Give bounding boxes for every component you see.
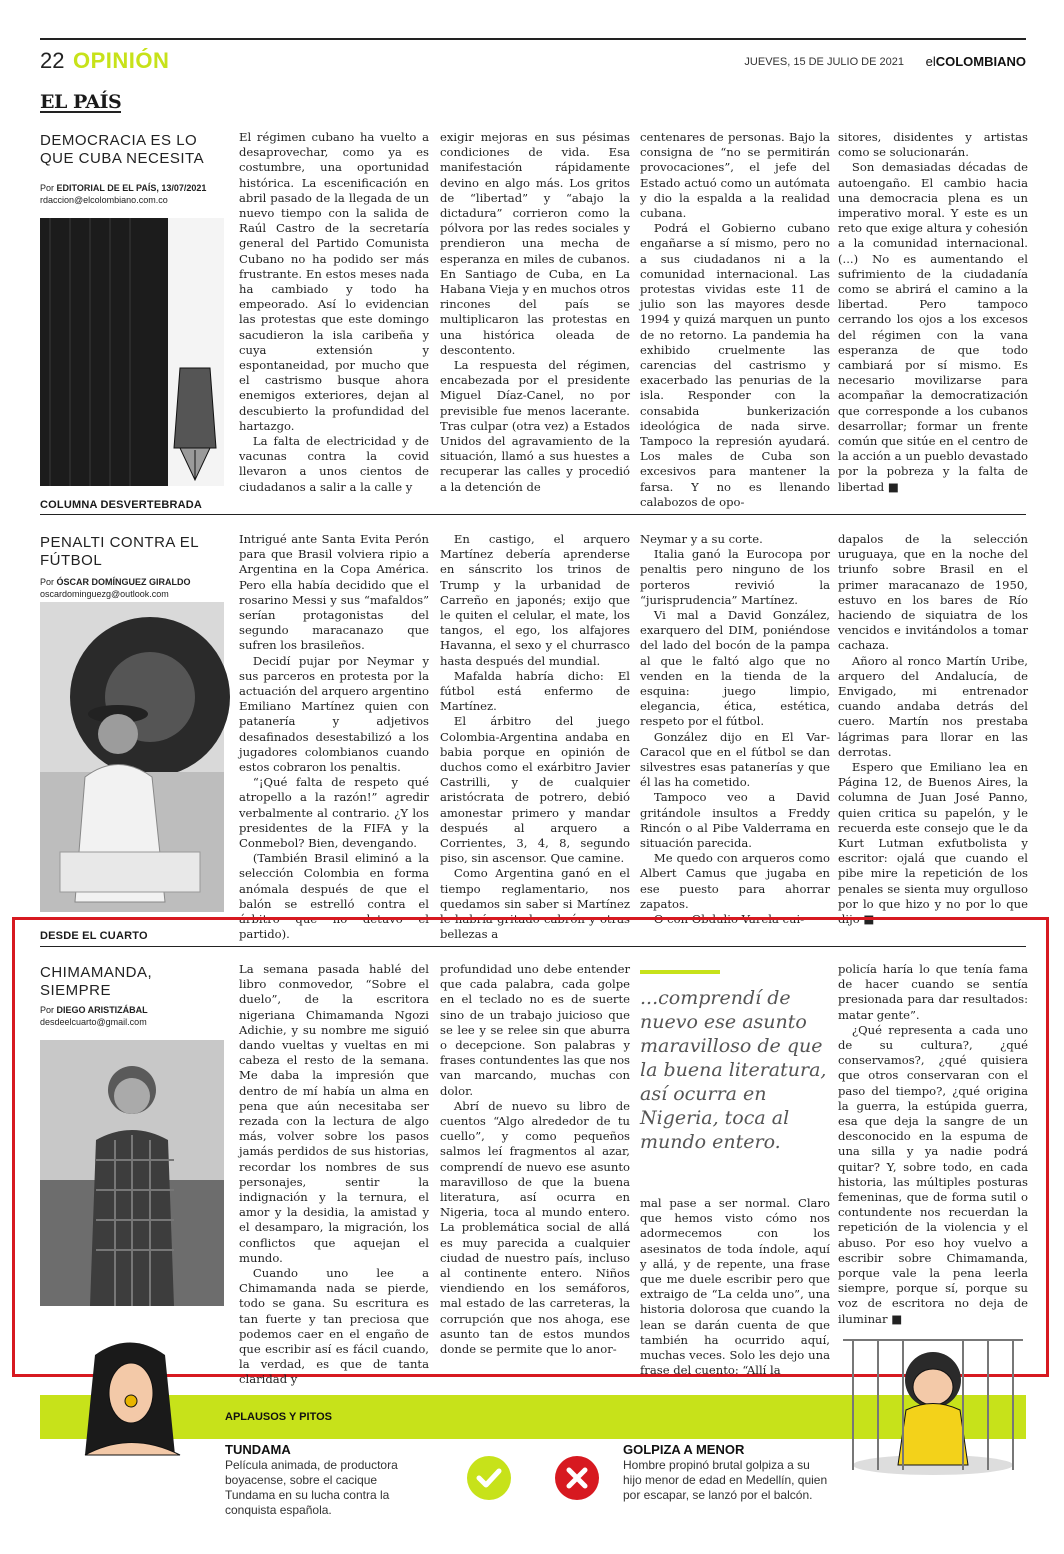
article-column-1: La semana pasada hablé del libro conmovedor, “Sobre el duelo”, de la escritora nigeriana Chimamanda Ngozi Adichie, y su nombre me siguió dando vueltas y vueltas en mi cabeza el resto de la semana. Me daba la impresión que dentro de mí había un alma en pena que aún necesitaba ser rezada con la lectura de algo más, volver sobre los pasos jamás perdidos de sus historias, recordar los nombres de sus personajes, sentir la indignación y la ternura, el amor y la desidia, la amistad y el desamparo, la migración, los conflictos que aquejan el mundo. Cuando uno lee a Chimamanda nada se pierde, todo se gana. Su escritura es tan fuerte y tan preciosa que podemos caer en el engaño de que escribir así es fácil cuando, la verdad, es que de tanta claridad y <box>239 962 429 1387</box>
section-title: OPINIÓN <box>73 48 170 73</box>
article-column-4: sitores, disidentes y artistas como se solucionarán. Son demasiadas décadas de autoengaño. El cambio hacia una democracia plena es un imperativo moral. Y este es un reto que exige altura y cohesión a la comunidad internacional. (...) No es aumentando el sufrimiento de la ciudadanía como se abrirá el camino a la libertad. Pero tampoco cerrando los ojos a los excesos del régimen con la vana esperanza de que todo cambiará por sí mismo. Es necesario movilizarse para acompañar la democratización que corresponde a los cubanos desarrollar; formar un frente común que sitúe en el centro de la acción a un pueblo devastado por la pobreza y la falta de libertad ■ <box>838 130 1028 494</box>
aplauso-text: Película animada, de productora boyacense, sobre el cacique Tundama en su lucha contra la conquista española. <box>225 1458 398 1517</box>
author-photo <box>40 1040 224 1306</box>
article-column-2: profundidad uno debe entender que cada palabra, cada golpe en el teclado no es de suerte sino de un trabajo juicioso que se lee y se relee sin que aburra o decepcione. Son palabras y frases contundentes las que nos van marcando, muchas con dolor. Abrí de nuevo su libro de cuentos “Algo alrededor de tu cuello”, y como pequeños salmos leí fragmentos al azar, comprendí de nuevo ese asunto maravilloso de que la buena literatura, así ocurra en Nigeria, toca al mundo entero. La problemática social de allá es muy parecida a cualquier ciudad de nuestro país, incluso al continente entero. Niños viendiendo en los semáforos, mal estado de las carreteras, la corrupción que nos ahoga, ese asunto tan de estos mundos donde se permite que lo anor- <box>440 962 630 1357</box>
page-header <box>40 48 1026 76</box>
author-photo <box>40 602 224 912</box>
article-headline: CHIMAMANDA, SIEMPRE <box>40 964 153 999</box>
cross-icon <box>555 1456 599 1500</box>
aplauso-title: TUNDAMA <box>225 1442 291 1457</box>
divider <box>40 946 1026 947</box>
quote-accent-bar <box>640 970 720 974</box>
column-kicker: DESDE EL CUARTO <box>40 930 148 942</box>
pull-quote: ...comprendí de nuevo ese asunto maravilloso de que la buena literatura, así ocurra en Nigeria, toca al mundo entero. <box>640 987 827 1153</box>
caveman-in-cage-icon <box>838 1335 1028 1485</box>
article-column-3: Neymar y a su corte. Italia ganó la Eurocopa por penaltis pero ninguno de los porteros revivió la “jurisprudencia” Martínez. Vi mal a David González, exarquero del DIM, poniéndose del lado del bocón de la pampa al que le faltó algo que no venden en la tienda de la esquina: juego limpio, elegancia, ética, estética, respeto por el fútbol. González dijo en El Var-Caracol que en el fútbol se dan silvestres esas patanerías y que él las ha cometido. Tampoco veo a David gritándole insultos a Freddy Rincón o al Pibe Valderrama en situación parecida. Me quedo con arqueros como Albert Camus que jugaba en ese puesto para ahorrar zapatos. O con Obdulio Varela cui- <box>640 532 830 927</box>
pito-text: Hombre propinó brutal golpiza a su hijo menor de edad en Medellín, quien por escapar, se lanzó por el balcón. <box>623 1458 828 1502</box>
article-column-4: policía haría lo que tenía fama de hacer cuando se sentía presionada para dar resultados: matar gente”. ¿Qué representa a cada uno de su cultura?, ¿qué conservamos?, ¿qué quisiera que otros conservaran con el paso del tiempo?, ¿qué origina la guerra, la estúpida guerra, esa que deja la sangre de un desconocido en la espuma de una silla y ya nadie podrá quitar? Y, sobre todo, en cada historia, las múltiples posturas femeninas, que de forma sutil o contundente nos recuerdan la repetición de la violencia y el abuso. Por eso hoy vuelvo a escribir sobre Chimamanda, porque vale la pena leerla siempre, porque sí, porque su voz de escritora no deja de iluminar ■ <box>838 962 1028 1326</box>
el-pais-logo: EL PAÍS <box>40 91 122 113</box>
article-column-1: El régimen cubano ha vuelto a desaprovechar, como ya es costumbre, una oportunidad histórica. La escenificación en abril pasado de la llegada de un nuevo tiempo con la salida de Raúl Castro de la secretaría general del Partido Comunista Cubano no ha podido ser más frustrante. En estos meses nada ha cambiado y todo ha empeorado. Así lo evidencian las protestas que este domingo sacudieron la isla caribeña y cuya extensión y espontaneidad, por mucho que el castrismo busque ahora enemigos exteriores, dejan al descubierto la profundidad del hartazgo. La falta de electricidad y de vacunas contra la covid llevaron a unos cientos de ciudadanos a salir a la calle y <box>239 130 429 494</box>
check-icon <box>467 1456 511 1500</box>
article-column-3: mal pase a ser normal. Claro que hemos visto cómo nos adormecemos con los asesinatos de toda índole, aquí y allá, y de repente, una frase que me duele escribir pero que extraigo de “La celda uno”, una historia dolorosa que cuando la lean se darán cuenta de que también ha ocurrido aquí, muchas veces. Solo les dejo una frase del cuento: “Allí la <box>640 1196 830 1378</box>
column-kicker: COLUMNA DESVERTEBRADA <box>40 499 203 511</box>
article-column-4: dapalos de la selección uruguaya, que en la noche del triunfo sobre Brasil en el primer maracanazo de 1950, estuvo en los bares de Río haciendo de siquiatra de los vencidos e invitándolos a tomar cachaza. Añoro al ronco Martín Uribe, arquero del Andalucía, de Envigado, mi entrenador cuando andaba detrás del cuero. Martín nos prestaba lágrimas para llorar en las derrotas. Espero que Emiliano lea en Página 12, de Buenos Aires, la columna de Juan José Panno, quien critica su papelón, y le recuerda este consejo que le da Kurt Lutman exfutbolista y escritor: ojalá que cuando el pibe mire la repetición de los penales se sienta muy orgulloso por lo que hizo y no por lo que dijo ■ <box>838 532 1028 927</box>
aplausos-label: APLAUSOS Y PITOS <box>225 1411 332 1423</box>
author-email: desdeelcuarto@gmail.com <box>40 1017 147 1027</box>
article-column-1: Intrigué ante Santa Evita Perón para que Brasil volviera ripio a Argentina en la Copa América. Pero ella había decidido que el rosarino Messi y sus “mafaldos” serían protagonistas del segundo maracanazo que sufren los brasileños. Decidí pujar por Neymar y sus parceros en protesta por la actuación del arquero argentino Emiliano Martínez quien con patanería y adjetivos desafinados desestabilizó a los jugadores colombianos cuando estos cobraron los penaltis. “¡Qué falta de respeto qué atropello a la razón!” agredir verbalmente al contrario. ¿Y los presidentes de la FIFA y la Conmebol? Bien, devengando. (También Brasil eliminó a la selección Colombia en forma anómala después de que el balón se estrelló contra el árbitro que no detuvo el partido). <box>239 532 429 942</box>
article-byline: Por EDITORIAL DE EL PAÍS, 13/07/2021 rdaccion@elcolombiano.com.co <box>40 183 207 205</box>
article-column-3: centenares de personas. Bajo la consigna de “no se permitirán provocaciones”, el jefe del Estado actuó como un autómata y dio la espalda a la realidad cubana. Podrá el Gobierno cubano engañarse a sí mismo, pero no a sus ciudadanos ni a la comunidad internacional. Las protestas vividas este 11 de julio son las mayores desde 1994 y quizá marquen un punto de no retorno. La pandemia ha exhibido cruelmente las carencias del castrismo y exacerbado las penurias de la isla. Responder con la consabida bunkerización ideológica de nada sirve. Tampoco la represión ayudará. Los males de Cuba son excesivos para mantener la farsa. Y no es llenando calabozos de opo- <box>640 130 830 509</box>
divider <box>40 514 1026 515</box>
author-email: rdaccion@elcolombiano.com.co <box>40 195 168 205</box>
fountain-pen-illustration <box>40 218 224 486</box>
article-headline: DEMOCRACIA ES LO QUE CUBA NECESITA <box>40 132 205 167</box>
page-number: 22 <box>40 48 65 73</box>
author-email: oscardominguezg@outlook.com <box>40 589 169 599</box>
article-column-2: En castigo, el arquero Martínez debería aprenderse en sánscrito los trinos de Trump y la urbanidad de Carreño en japonés; exijo que le quiten el celular, el mate, los tangos, el ego, los alfajores Havanna, el sexo y el churrasco hasta después del mundial. Mafalda habría dicho: El fútbol está enfermo de Martínez. El árbitro del juego Colombia-Argentina andaba en babia porque en opinión de duchos como el exárbitro Javier Castrilli, y de cualquier aristócrata de potrero, debió amonestar primero y mandar después al arquero a Corrientes, 3, 4, 8, segundo piso, sin ascensor. Que camine. Como Argentina ganó en el tiempo reglamentario, nos quedamos sin saber si Martínez le habría gritado cabrón y otras bellezas a <box>440 532 630 942</box>
article-byline: Por ÓSCAR DOMÍNGUEZ GIRALDO oscardominguezg@outlook.com <box>40 577 191 599</box>
paper-logo: elCOLOMBIANO <box>925 54 1026 69</box>
article-headline: PENALTI CONTRA EL FÚTBOL <box>40 534 199 569</box>
article-chimamanda <box>40 962 1028 1387</box>
issue-date: JUEVES, 15 DE JULIO DE 2021 <box>744 56 904 68</box>
article-column-2: exigir mejoras en sus pésimas condiciones de vida. Esa manifestación rápidamente devino en algo más. Los gritos de “libertad” y “abajo la dictadura” corrieron como la pólvora por las redes sociales y prendieron una mecha de esperanza en miles de cubanos. En Santiago de Cuba, en La Habana Vieja y en muchos otros rincones del país se multiplicaron las protestas en una histórica oleada de descontento. La respuesta del régimen, encabezada por el presidente Miguel Díaz-Canel, no por previsible fue menos lacerante. Tras culpar (otra vez) a Estados Unidos del agravamiento de la situación, llamó a sus huestes a recuperar las calles y procedió a la detención de <box>440 130 630 494</box>
pito-title: GOLPIZA A MENOR <box>623 1442 745 1457</box>
top-rule <box>40 38 1026 40</box>
article-byline: Por DIEGO ARISTIZÁBAL desdeelcuarto@gmail.com <box>40 1005 148 1027</box>
tundama-caricature-icon <box>55 1335 210 1465</box>
